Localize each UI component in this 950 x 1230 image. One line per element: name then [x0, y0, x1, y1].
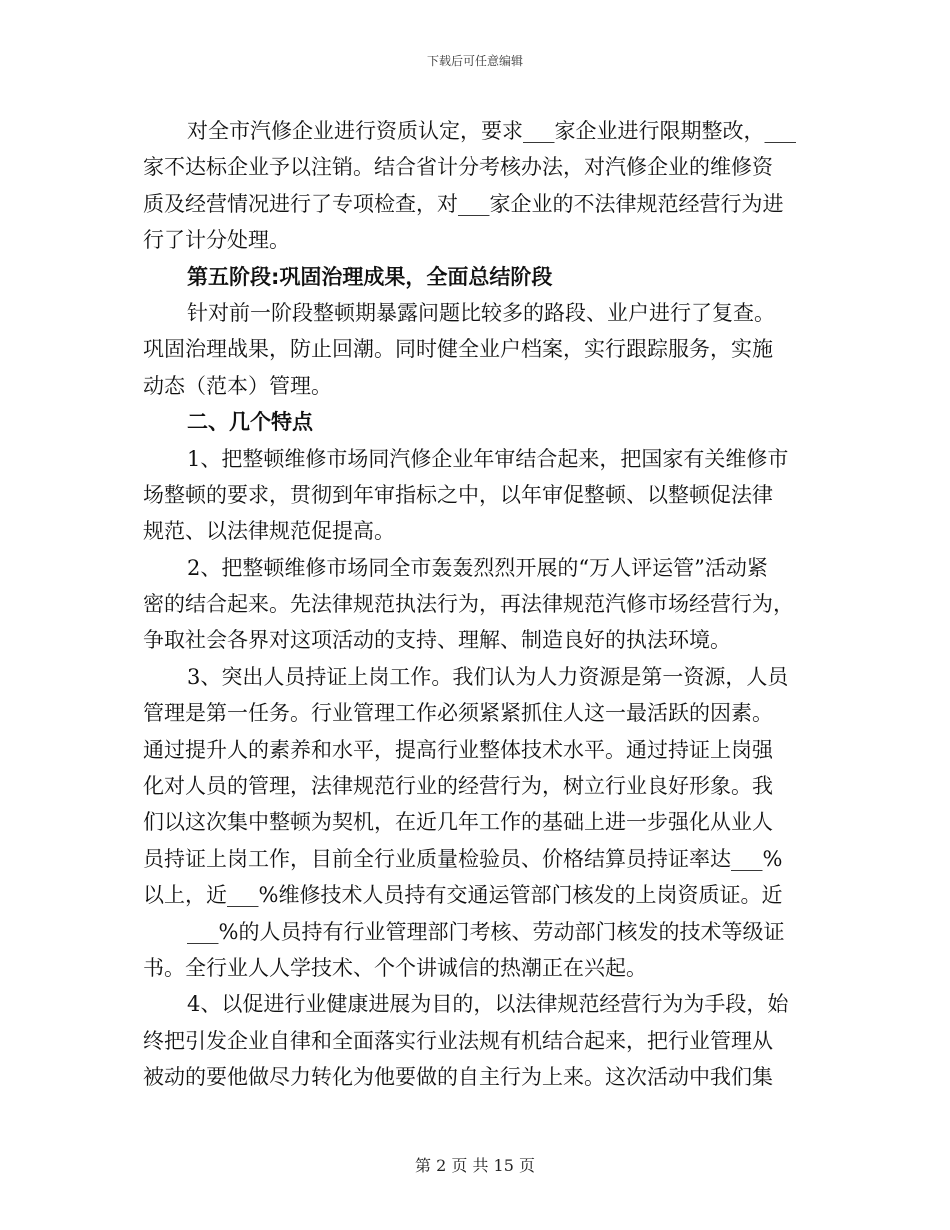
text-line: 行了计分处理。	[143, 228, 290, 253]
text-line: 家不达标企业予以注销。结合省计分考核办法，对汽修企业的维修资	[143, 155, 773, 180]
text-line: 1、把整顿维修市场同汽修企业年审结合起来，把国家有关维修市	[187, 446, 789, 471]
text-line: 3、突出人员持证上岗工作。我们认为人力资源是第一资源，人员	[187, 664, 789, 689]
text-line: 争取社会各界对这项活动的支持、理解、制造良好的执法环境。	[143, 628, 731, 653]
text-line: 们以这次集中整顿为契机，在近几年工作的基础上进一步强化从业人	[143, 810, 773, 835]
text-line: 终把引发企业自律和全面落实行业法规有机结合起来，把行业管理从	[143, 1028, 773, 1053]
text-line: ___%的人员持有行业管理部门考核、劳动部门核发的技术等级证	[187, 919, 785, 944]
text-line: 化对人员的管理，法律规范行业的经营行为，树立行业良好形象。我	[143, 774, 773, 799]
section-heading: 二、几个特点	[187, 410, 313, 435]
text-line: 动态（范本）管理。	[143, 373, 332, 398]
document-body	[143, 113, 811, 1096]
text-line: 4、以促进行业健康进展为目的，以法律规范经营行为为手段，始	[187, 992, 789, 1017]
text-line: 员持证上岗工作，目前全行业质量检验员、价格结算员持证率达___%	[143, 846, 783, 871]
text-line: 场整顿的要求，贯彻到年审指标之中，以年审促整顿、以整顿促法律	[143, 482, 773, 507]
text-line: 管理是第一任务。行业管理工作必须紧紧抓住人这一最活跃的因素。	[143, 701, 773, 726]
text-line: 巩固治理战果，防止回潮。同时健全业户档案，实行跟踪服务，实施	[143, 337, 773, 362]
page-header: 下载后可任意编辑	[426, 54, 523, 68]
text-line: 规范、以法律规范促提高。	[143, 519, 395, 544]
text-line: 针对前一阶段整顿期暴露问题比较多的路段、业户进行了复查。	[187, 300, 775, 325]
text-line: 对全市汽修企业进行资质认定，要求___家企业进行限期整改，___	[187, 119, 796, 143]
text-line: 书。全行业人人学技术、个个讲诚信的热潮正在兴起。	[143, 955, 647, 980]
text-line: 2、把整顿维修市场同全市轰轰烈烈开展的“万人评运管”活动紧	[187, 555, 768, 580]
section-heading: 第五阶段:巩固治理成果，全面总结阶段	[187, 264, 553, 289]
text-line: 通过提升人的素养和水平，提高行业整体技术水平。通过持证上岗强	[143, 737, 773, 762]
text-line: 被动的要他做尽力转化为他要做的自主行为上来。这次活动中我们集	[143, 1065, 773, 1090]
page-number: 第 2 页 共 15 页	[415, 1156, 535, 1175]
text-line: 密的结合起来。先法律规范执法行为，再法律规范汽修市场经营行为，	[143, 592, 794, 617]
text-line: 以上，近___%维修技术人员持有交通运管部门核发的上岗资质证。近	[143, 883, 783, 908]
text-line: 质及经营情况进行了专项检查，对___家企业的不法律规范经营行为进	[143, 191, 784, 216]
